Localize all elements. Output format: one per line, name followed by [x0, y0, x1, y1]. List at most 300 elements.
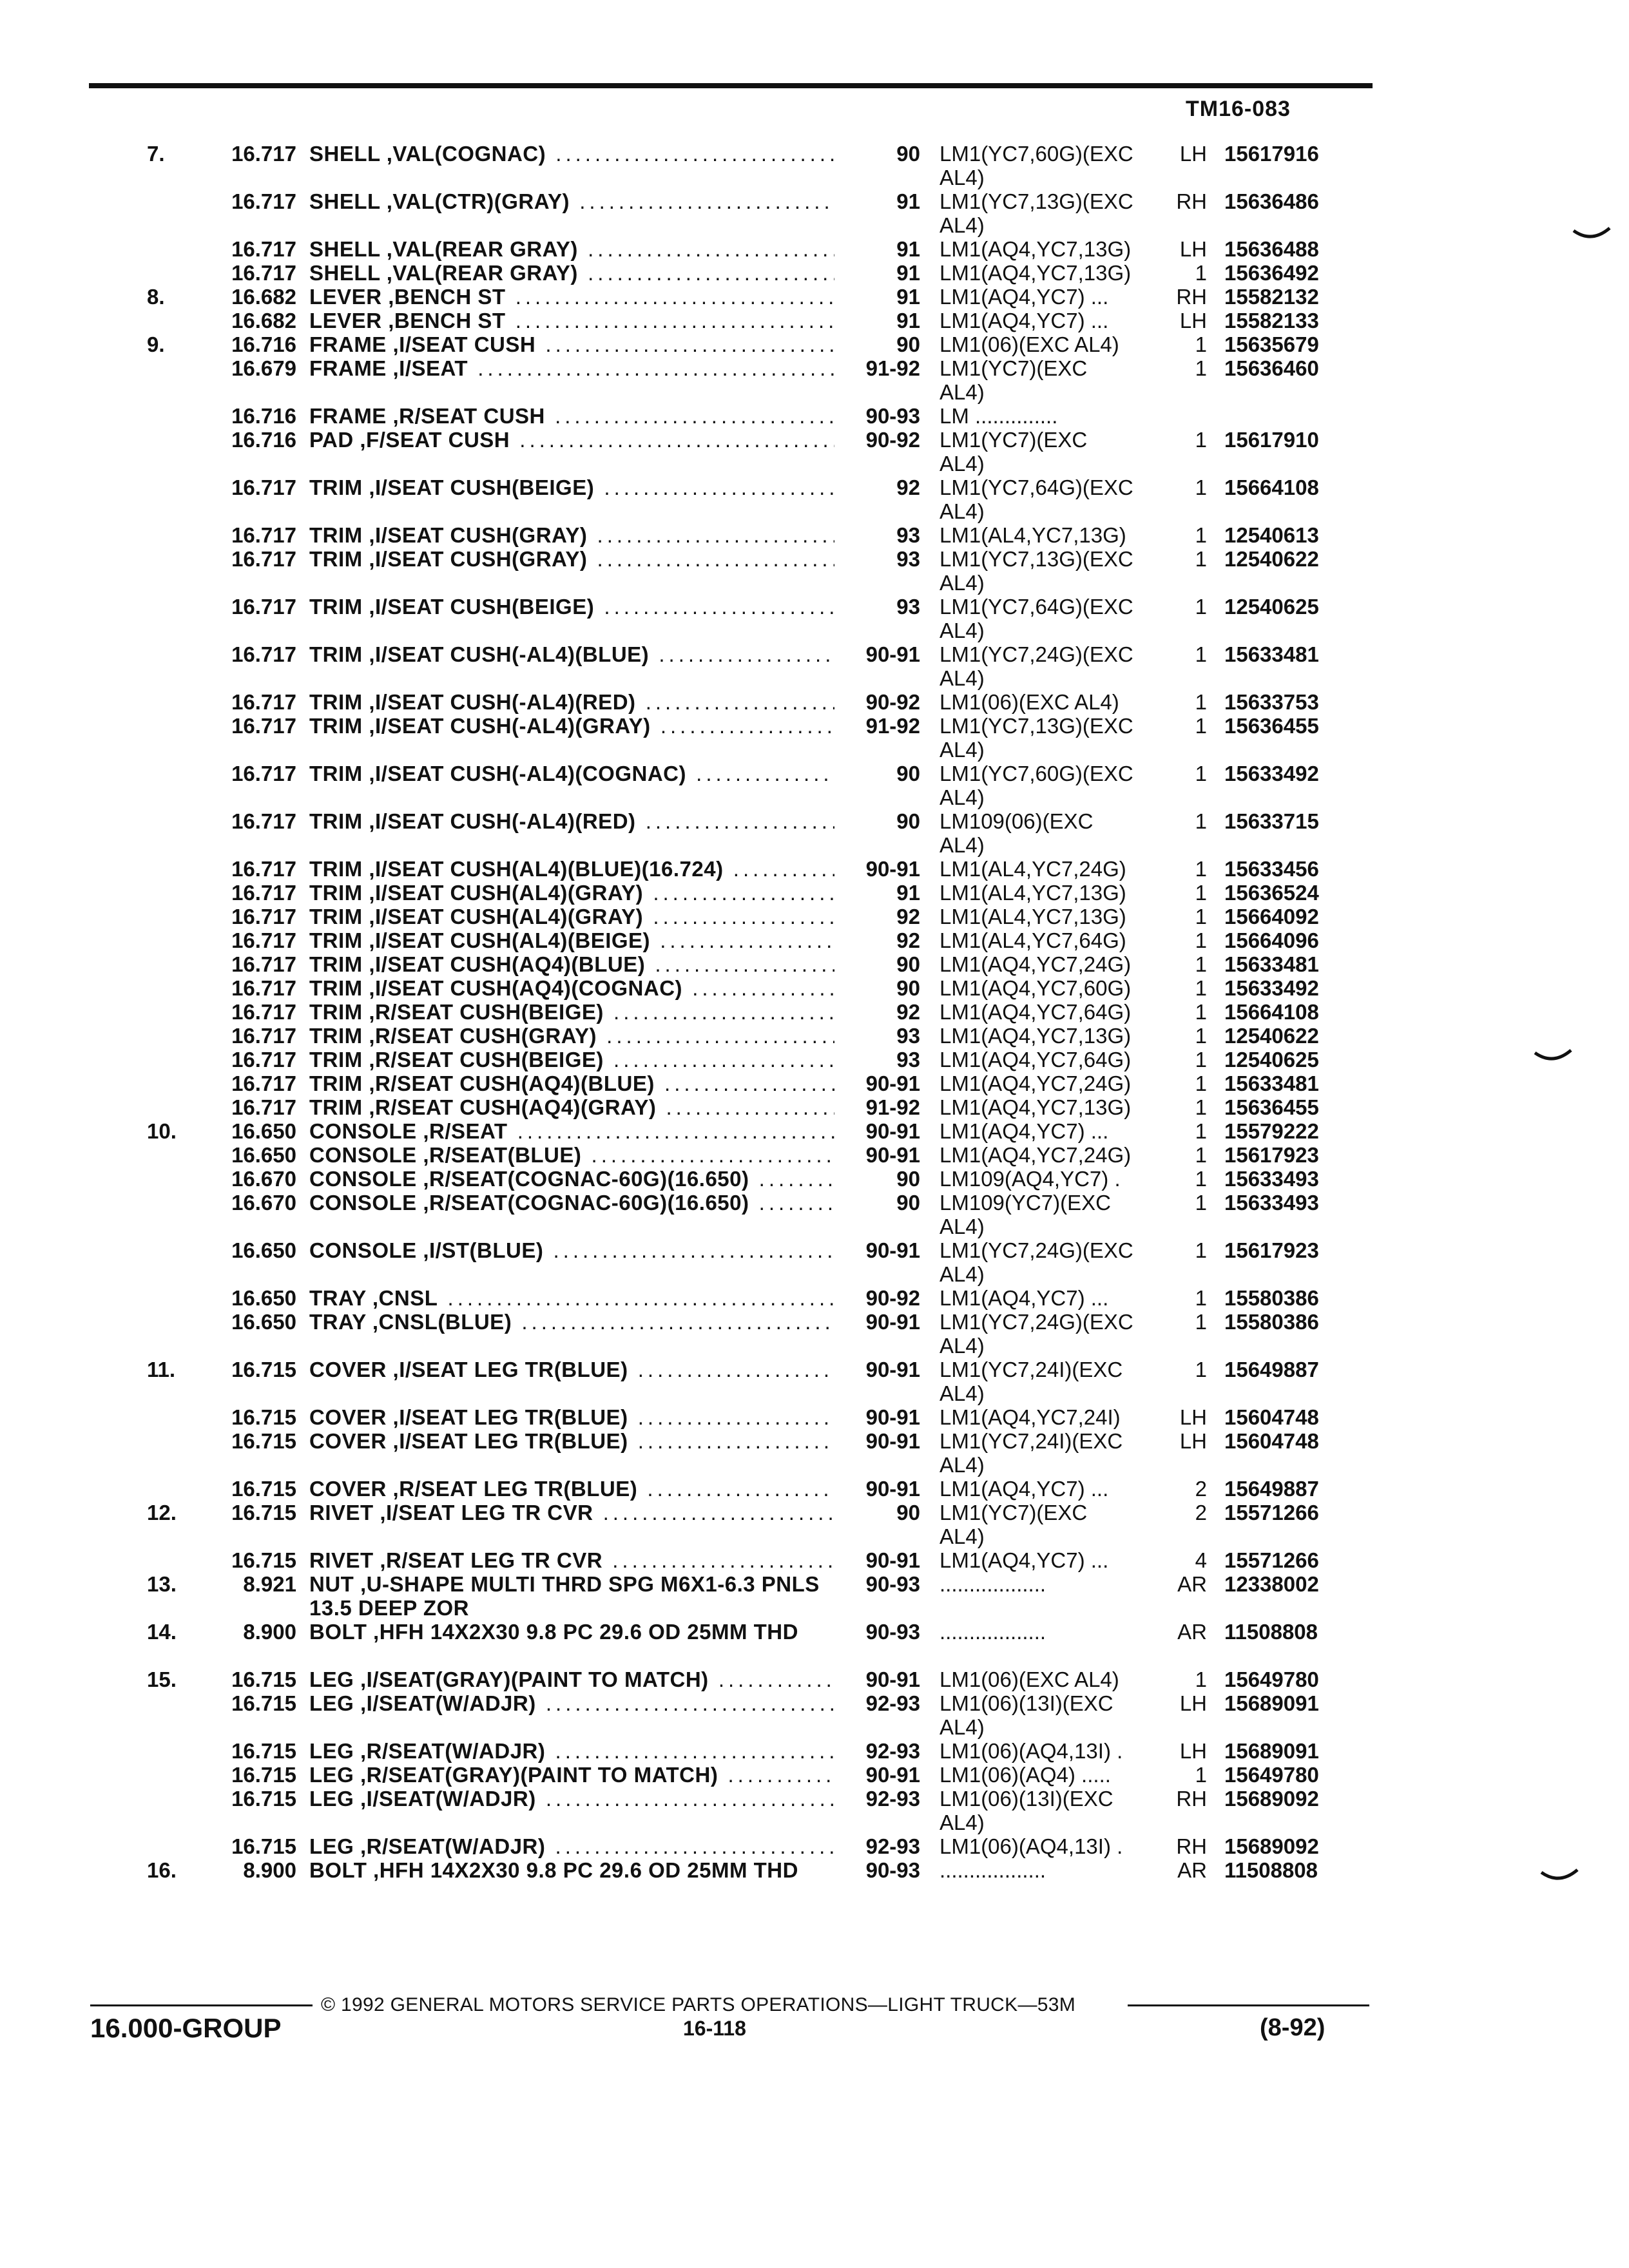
part-description: TRIM ,I/SEAT CUSH(-AL4)(GRAY) ..... [309, 714, 834, 738]
group-number: 16.682 [231, 285, 296, 309]
model-years: 90-91 [865, 1358, 920, 1381]
part-description: BOLT ,HFH 14X2X30 9.8 PC 29.6 OD 25MM THD [309, 1620, 798, 1644]
part-description: TRIM ,I/SEAT CUSH(BEIGE) ..... [309, 595, 834, 619]
part-number: 15617923 [1224, 1238, 1319, 1262]
group-number: 16.650 [231, 1310, 296, 1334]
part-description: NUT ,U-SHAPE MULTI THRD SPG M6X1-6.3 PNLS 13.5 DEEP ZOR [309, 1572, 820, 1620]
model-years: 90-91 [865, 1143, 920, 1167]
part-description: TRAY ,CNSL ..... [309, 1286, 834, 1311]
model-usage: LM1(AQ4,YC7,24G) [940, 1072, 1132, 1095]
part-description: PAD ,F/SEAT CUSH ..... [309, 428, 834, 452]
model-years: 90-91 [865, 1763, 920, 1787]
model-years: 90-91 [865, 857, 920, 881]
parts-row [0, 332, 1629, 356]
part-number: 15689092 [1224, 1787, 1319, 1811]
parts-row [0, 952, 1629, 976]
part-number: 15636455 [1224, 714, 1319, 738]
model-usage: LM1(AL4,YC7,24G) [940, 857, 1126, 881]
part-number: 15571266 [1224, 1548, 1319, 1572]
parts-row [0, 1548, 1629, 1572]
group-number: 16.717 [231, 952, 296, 976]
model-usage: LM1(AQ4,YC7) ... [940, 1119, 1109, 1143]
quantity: 1 [1195, 1763, 1207, 1787]
part-description: TRIM ,I/SEAT CUSH(-AL4)(RED) ..... [309, 690, 834, 715]
quantity: 1 [1195, 1191, 1207, 1215]
model-usage: LM109(AQ4,YC7) . [940, 1167, 1121, 1191]
parts-row [0, 428, 1629, 476]
part-description: TRIM ,I/SEAT CUSH(-AL4)(RED) ..... [309, 809, 834, 834]
part-description: TRIM ,I/SEAT CUSH(AL4)(BEIGE) ..... [309, 928, 834, 953]
model-usage: LM1(06)(EXC AL4) [940, 1667, 1119, 1691]
group-number: 16.715 [231, 1667, 296, 1691]
parts-row [0, 237, 1629, 261]
part-number: 15580386 [1224, 1286, 1319, 1310]
part-description: COVER ,I/SEAT LEG TR(BLUE) ..... [309, 1429, 834, 1454]
parts-row [0, 1191, 1629, 1238]
parts-row [0, 881, 1629, 905]
model-usage: .................. [940, 1572, 1046, 1596]
model-years: 92-93 [865, 1787, 920, 1811]
part-description: TRIM ,R/SEAT CUSH(BEIGE) ..... [309, 1000, 834, 1024]
quantity: RH [1176, 1834, 1207, 1858]
quantity: 1 [1195, 523, 1207, 547]
ref-number: 16. [147, 1858, 177, 1882]
group-number: 8.900 [243, 1858, 296, 1882]
part-description: LEG ,R/SEAT(W/ADJR) ..... [309, 1739, 834, 1763]
model-years: 90 [896, 809, 920, 833]
group-number: 16.717 [231, 595, 296, 619]
model-usage: LM1(AL4,YC7,64G) [940, 928, 1126, 952]
model-usage: LM1(YC7)(EXC AL4) [940, 356, 1088, 404]
quantity: 1 [1195, 1358, 1207, 1381]
model-usage: LM .............. [940, 404, 1058, 428]
part-description: FRAME ,I/SEAT CUSH ..... [309, 332, 834, 357]
quantity: 1 [1195, 356, 1207, 380]
parts-row [0, 356, 1629, 404]
group-number: 16.715 [231, 1739, 296, 1763]
model-years: 90-91 [865, 1667, 920, 1691]
group-label: 16.000-GROUP [90, 2013, 282, 2043]
parts-row [0, 523, 1629, 547]
part-description: CONSOLE ,R/SEAT(COGNAC-60G)(16.650) ..... [309, 1191, 834, 1215]
model-usage: LM1(AQ4,YC7,64G) [940, 1048, 1132, 1072]
model-usage: LM1(AQ4,YC7,24G) [940, 1143, 1132, 1167]
part-description: TRIM ,I/SEAT CUSH(GRAY) ..... [309, 547, 834, 572]
model-years: 90-91 [865, 1405, 920, 1429]
model-years: 90 [896, 332, 920, 356]
group-number: 16.717 [231, 762, 296, 785]
quantity: AR [1177, 1620, 1207, 1644]
part-description: TRIM ,I/SEAT CUSH(-AL4)(COGNAC) ..... [309, 762, 834, 786]
part-number: 15636486 [1224, 189, 1319, 213]
group-number: 16.716 [231, 428, 296, 452]
model-usage: LM1(YC7,24G)(EXC AL4) [940, 1238, 1133, 1286]
model-usage: LM1(YC7,13G)(EXC AL4) [940, 714, 1133, 762]
group-number: 16.716 [231, 404, 296, 428]
model-years: 90-91 [865, 642, 920, 666]
quantity: 1 [1195, 1095, 1207, 1119]
part-number: 15636524 [1224, 881, 1319, 905]
part-number: 15633481 [1224, 642, 1319, 666]
part-description: TRIM ,R/SEAT CUSH(AQ4)(BLUE) ..... [309, 1072, 834, 1096]
part-description: TRIM ,I/SEAT CUSH(AQ4)(BLUE) ..... [309, 952, 834, 977]
group-number: 16.715 [231, 1429, 296, 1453]
model-usage: LM1(YC7,64G)(EXC AL4) [940, 595, 1133, 642]
model-usage: LM1(AQ4,YC7,13G) [940, 261, 1132, 285]
model-usage: LM1(YC7,24G)(EXC AL4) [940, 1310, 1133, 1358]
model-years: 93 [896, 523, 920, 547]
group-number: 16.670 [231, 1191, 296, 1215]
group-number: 16.717 [231, 237, 296, 261]
part-number: 15582133 [1224, 309, 1319, 332]
quantity: 1 [1195, 642, 1207, 666]
quantity: 1 [1195, 595, 1207, 619]
part-description: COVER ,I/SEAT LEG TR(BLUE) ..... [309, 1405, 834, 1430]
group-number: 16.715 [231, 1763, 296, 1787]
model-years: 90-92 [865, 428, 920, 452]
part-number: 15664108 [1224, 1000, 1319, 1024]
model-usage: LM1(YC7)(EXC AL4) [940, 1501, 1088, 1548]
part-number: 15664108 [1224, 476, 1319, 499]
part-description: TRAY ,CNSL(BLUE) ..... [309, 1310, 834, 1334]
model-years: 90 [896, 952, 920, 976]
quantity: 1 [1195, 881, 1207, 905]
model-usage: LM1(AQ4,YC7,13G) [940, 1095, 1132, 1119]
part-number: 15664096 [1224, 928, 1319, 952]
part-number: 15617916 [1224, 142, 1319, 166]
model-years: 90-91 [865, 1238, 920, 1262]
part-description: LEG ,R/SEAT(W/ADJR) ..... [309, 1834, 834, 1859]
model-usage: LM1(YC7)(EXC AL4) [940, 428, 1088, 476]
model-years: 90 [896, 976, 920, 1000]
parts-row [0, 1763, 1629, 1787]
quantity: LH [1179, 309, 1207, 332]
quantity: 1 [1195, 762, 1207, 785]
part-description: SHELL ,VAL(REAR GRAY) ..... [309, 237, 834, 262]
part-description: TRIM ,I/SEAT CUSH(AL4)(GRAY) ..... [309, 881, 834, 905]
part-description: CONSOLE ,R/SEAT(BLUE) ..... [309, 1143, 834, 1168]
part-description: TRIM ,I/SEAT CUSH(GRAY) ..... [309, 523, 834, 548]
part-number: 15604748 [1224, 1429, 1319, 1453]
part-description: CONSOLE ,I/ST(BLUE) ..... [309, 1238, 834, 1263]
group-number: 16.717 [231, 547, 296, 571]
part-number: 12540622 [1224, 1024, 1319, 1048]
part-description: RIVET ,I/SEAT LEG TR CVR ..... [309, 1501, 834, 1525]
part-number: 15689092 [1224, 1834, 1319, 1858]
parts-row [0, 1834, 1629, 1858]
part-description: TRIM ,R/SEAT CUSH(BEIGE) ..... [309, 1048, 834, 1072]
model-years: 90 [896, 142, 920, 166]
group-number: 16.717 [231, 905, 296, 928]
parts-row [0, 1095, 1629, 1119]
quantity: 1 [1195, 476, 1207, 499]
model-usage: LM1(AQ4,YC7,64G) [940, 1000, 1132, 1024]
ref-number: 8. [147, 285, 165, 309]
quantity: LH [1179, 237, 1207, 261]
model-years: 92 [896, 905, 920, 928]
model-usage: LM1(AQ4,YC7,13G) [940, 1024, 1132, 1048]
group-number: 16.682 [231, 309, 296, 332]
group-number: 16.717 [231, 857, 296, 881]
model-usage: LM1(AQ4,YC7) ... [940, 1286, 1109, 1310]
part-number: 15582132 [1224, 285, 1319, 309]
model-usage: LM1(06)(AQ4,13I) . [940, 1739, 1123, 1763]
group-number: 16.670 [231, 1167, 296, 1191]
part-number: 15649780 [1224, 1763, 1319, 1787]
part-number: 15633493 [1224, 1191, 1319, 1215]
part-description: TRIM ,I/SEAT CUSH(AL4)(BLUE)(16.724) ..... [309, 857, 834, 881]
model-usage: LM1(YC7,60G)(EXC AL4) [940, 762, 1133, 809]
part-description: FRAME ,I/SEAT ..... [309, 356, 834, 381]
model-usage: LM1(AL4,YC7,13G) [940, 523, 1126, 547]
part-description: TRIM ,I/SEAT CUSH(AQ4)(COGNAC) ..... [309, 976, 834, 1001]
revision-date: (8-92) [1260, 2014, 1325, 2041]
model-usage: LM1(AQ4,YC7) ... [940, 285, 1109, 309]
part-number: 15633481 [1224, 952, 1319, 976]
group-number: 16.717 [231, 261, 296, 285]
part-number: 15571266 [1224, 1501, 1319, 1524]
parts-row [0, 1691, 1629, 1739]
part-description: LEVER ,BENCH ST ..... [309, 309, 834, 333]
parts-row [0, 1477, 1629, 1501]
part-number: 15649887 [1224, 1358, 1319, 1381]
quantity: RH [1176, 285, 1207, 309]
quantity: 1 [1195, 261, 1207, 285]
part-number: 15636455 [1224, 1095, 1319, 1119]
model-usage: LM1(YC7,24I)(EXC AL4) [940, 1429, 1123, 1477]
parts-row [0, 595, 1629, 642]
quantity: 1 [1195, 1667, 1207, 1691]
model-years: 90 [896, 762, 920, 785]
parts-row [0, 1143, 1629, 1167]
model-usage: LM1(AL4,YC7,13G) [940, 905, 1126, 928]
part-number: 15633493 [1224, 1167, 1319, 1191]
parts-row [0, 404, 1629, 428]
parts-row [0, 1620, 1629, 1667]
model-years: 90-92 [865, 1286, 920, 1310]
model-usage: LM1(AQ4,YC7) ... [940, 1477, 1109, 1501]
part-number: 12540625 [1224, 595, 1319, 619]
ref-number: 9. [147, 332, 165, 356]
parts-row [0, 1238, 1629, 1286]
model-usage: LM1(AQ4,YC7,24I) [940, 1405, 1121, 1429]
quantity: 1 [1195, 547, 1207, 571]
parts-row [0, 547, 1629, 595]
part-number: 15636488 [1224, 237, 1319, 261]
model-usage: LM1(06)(13I)(EXC AL4) [940, 1691, 1113, 1739]
part-number: 15633753 [1224, 690, 1319, 714]
part-description: LEG ,I/SEAT(W/ADJR) ..... [309, 1787, 834, 1811]
group-number: 16.715 [231, 1358, 296, 1381]
group-number: 16.717 [231, 142, 296, 166]
model-years: 92 [896, 476, 920, 499]
model-usage: LM1(AL4,YC7,13G) [940, 881, 1126, 905]
model-usage: LM1(YC7,64G)(EXC AL4) [940, 476, 1133, 523]
group-number: 16.715 [231, 1405, 296, 1429]
model-years: 90-91 [865, 1072, 920, 1095]
model-years: 92-93 [865, 1834, 920, 1858]
parts-row [0, 1119, 1629, 1143]
model-usage: LM1(AQ4,YC7,60G) [940, 976, 1132, 1000]
group-number: 16.715 [231, 1477, 296, 1501]
parts-row [0, 142, 1629, 189]
model-years: 90-91 [865, 1310, 920, 1334]
parts-row [0, 762, 1629, 809]
model-years: 91 [896, 881, 920, 905]
model-usage: LM1(06)(13I)(EXC AL4) [940, 1787, 1113, 1834]
model-years: 90 [896, 1501, 920, 1524]
model-years: 91 [896, 285, 920, 309]
parts-row [0, 309, 1629, 332]
part-description: LEG ,R/SEAT(GRAY)(PAINT TO MATCH) ..... [309, 1763, 834, 1787]
part-description: SHELL ,VAL(COGNAC) ..... [309, 142, 834, 166]
parts-row [0, 1167, 1629, 1191]
parts-row [0, 714, 1629, 762]
quantity: 1 [1195, 857, 1207, 881]
model-years: 91-92 [865, 1095, 920, 1119]
part-description: FRAME ,R/SEAT CUSH ..... [309, 404, 834, 428]
quantity: 2 [1195, 1477, 1207, 1501]
quantity: 1 [1195, 928, 1207, 952]
part-description: COVER ,R/SEAT LEG TR(BLUE) ..... [309, 1477, 834, 1501]
parts-row [0, 1048, 1629, 1072]
parts-row [0, 928, 1629, 952]
model-years: 90-93 [865, 404, 920, 428]
parts-row [0, 1858, 1629, 1906]
part-description: LEG ,I/SEAT(W/ADJR) ..... [309, 1691, 834, 1716]
model-years: 92 [896, 928, 920, 952]
parts-row [0, 1501, 1629, 1548]
quantity: 1 [1195, 714, 1207, 738]
group-number: 16.717 [231, 642, 296, 666]
margin-tick-mark [1534, 1049, 1572, 1063]
part-number: 11508808 [1224, 1620, 1318, 1644]
part-number: 15636492 [1224, 261, 1319, 285]
model-years: 90-91 [865, 1548, 920, 1572]
part-description: RIVET ,R/SEAT LEG TR CVR ..... [309, 1548, 834, 1573]
model-usage: LM1(YC7,13G)(EXC AL4) [940, 547, 1133, 595]
model-usage: LM1(AQ4,YC7,13G) [940, 237, 1132, 261]
model-usage: LM109(06)(EXC AL4) [940, 809, 1094, 857]
quantity: LH [1179, 1405, 1207, 1429]
model-usage: LM1(06)(AQ4,13I) . [940, 1834, 1123, 1858]
group-number: 16.650 [231, 1119, 296, 1143]
quantity: 1 [1195, 1143, 1207, 1167]
model-years: 90-93 [865, 1858, 920, 1882]
copyright-notice: © 1992 GENERAL MOTORS SERVICE PARTS OPERATIONS—LIGHT TRUCK—53M [321, 1994, 1076, 2015]
group-number: 16.717 [231, 1024, 296, 1048]
part-number: 15635679 [1224, 332, 1319, 356]
group-number: 16.717 [231, 476, 296, 499]
quantity: 2 [1195, 1501, 1207, 1524]
part-description: TRIM ,I/SEAT CUSH(AL4)(GRAY) ..... [309, 905, 834, 929]
quantity: AR [1177, 1572, 1207, 1596]
model-years: 90 [896, 1167, 920, 1191]
part-number: 15617923 [1224, 1143, 1319, 1167]
parts-row [0, 261, 1629, 285]
part-description: TRIM ,R/SEAT CUSH(GRAY) ..... [309, 1024, 834, 1048]
parts-row [0, 1572, 1629, 1620]
part-description: TRIM ,I/SEAT CUSH(BEIGE) ..... [309, 476, 834, 500]
part-number: 12540622 [1224, 547, 1319, 571]
parts-row [0, 642, 1629, 690]
part-description: LEVER ,BENCH ST ..... [309, 285, 834, 309]
model-usage: .................. [940, 1620, 1046, 1644]
parts-row [0, 1310, 1629, 1358]
quantity: 1 [1195, 1000, 1207, 1024]
parts-row [0, 285, 1629, 309]
group-number: 16.715 [231, 1691, 296, 1715]
quantity: 1 [1195, 1072, 1207, 1095]
group-number: 16.650 [231, 1238, 296, 1262]
model-usage: LM1(YC7,13G)(EXC AL4) [940, 189, 1133, 237]
quantity: LH [1179, 142, 1207, 166]
ref-number: 11. [147, 1358, 176, 1381]
parts-row [0, 1429, 1629, 1477]
model-years: 93 [896, 1048, 920, 1072]
ref-number: 13. [147, 1572, 177, 1596]
group-number: 16.716 [231, 332, 296, 356]
group-number: 16.717 [231, 1095, 296, 1119]
group-number: 16.679 [231, 356, 296, 380]
model-years: 90-93 [865, 1572, 920, 1596]
model-usage: LM109(YC7)(EXC AL4) [940, 1191, 1111, 1238]
model-years: 91 [896, 309, 920, 332]
quantity: 1 [1195, 1238, 1207, 1262]
model-usage: LM1(06)(EXC AL4) [940, 690, 1119, 714]
quantity: RH [1176, 1787, 1207, 1811]
model-years: 93 [896, 595, 920, 619]
part-number: 12540613 [1224, 523, 1319, 547]
part-number: 15617910 [1224, 428, 1319, 452]
model-usage: .................. [940, 1858, 1046, 1882]
part-description: CONSOLE ,R/SEAT(COGNAC-60G)(16.650) ..... [309, 1167, 834, 1191]
part-description: LEG ,I/SEAT(GRAY)(PAINT TO MATCH) ..... [309, 1667, 834, 1692]
group-number: 16.717 [231, 928, 296, 952]
quantity: 1 [1195, 1048, 1207, 1072]
ref-number: 15. [147, 1667, 177, 1691]
footer-rule [1128, 2004, 1369, 2006]
group-number: 16.715 [231, 1787, 296, 1811]
quantity: 1 [1195, 690, 1207, 714]
model-usage: LM1(YC7,24I)(EXC AL4) [940, 1358, 1123, 1405]
part-number: 15689091 [1224, 1739, 1319, 1763]
parts-row [0, 1787, 1629, 1834]
page-number: 16-118 [683, 2017, 746, 2040]
quantity: 1 [1195, 976, 1207, 1000]
model-years: 93 [896, 1024, 920, 1048]
document-code: TM16-083 [1186, 97, 1291, 121]
group-number: 16.717 [231, 809, 296, 833]
part-description: COVER ,I/SEAT LEG TR(BLUE) ..... [309, 1358, 834, 1382]
ref-number: 10. [147, 1119, 177, 1143]
part-number: 15649780 [1224, 1667, 1319, 1691]
part-number: 15649887 [1224, 1477, 1319, 1501]
group-number: 16.717 [231, 1072, 296, 1095]
quantity: 1 [1195, 1286, 1207, 1310]
part-number: 15604748 [1224, 1405, 1319, 1429]
model-usage: LM1(AQ4,YC7) ... [940, 309, 1109, 332]
model-years: 90-91 [865, 1429, 920, 1453]
part-number: 15633456 [1224, 857, 1319, 881]
group-number: 16.715 [231, 1548, 296, 1572]
quantity: 1 [1195, 1024, 1207, 1048]
part-number: 12338002 [1224, 1572, 1319, 1596]
model-years: 90-91 [865, 1119, 920, 1143]
quantity: 4 [1195, 1548, 1207, 1572]
parts-row [0, 690, 1629, 714]
group-number: 16.717 [231, 1000, 296, 1024]
